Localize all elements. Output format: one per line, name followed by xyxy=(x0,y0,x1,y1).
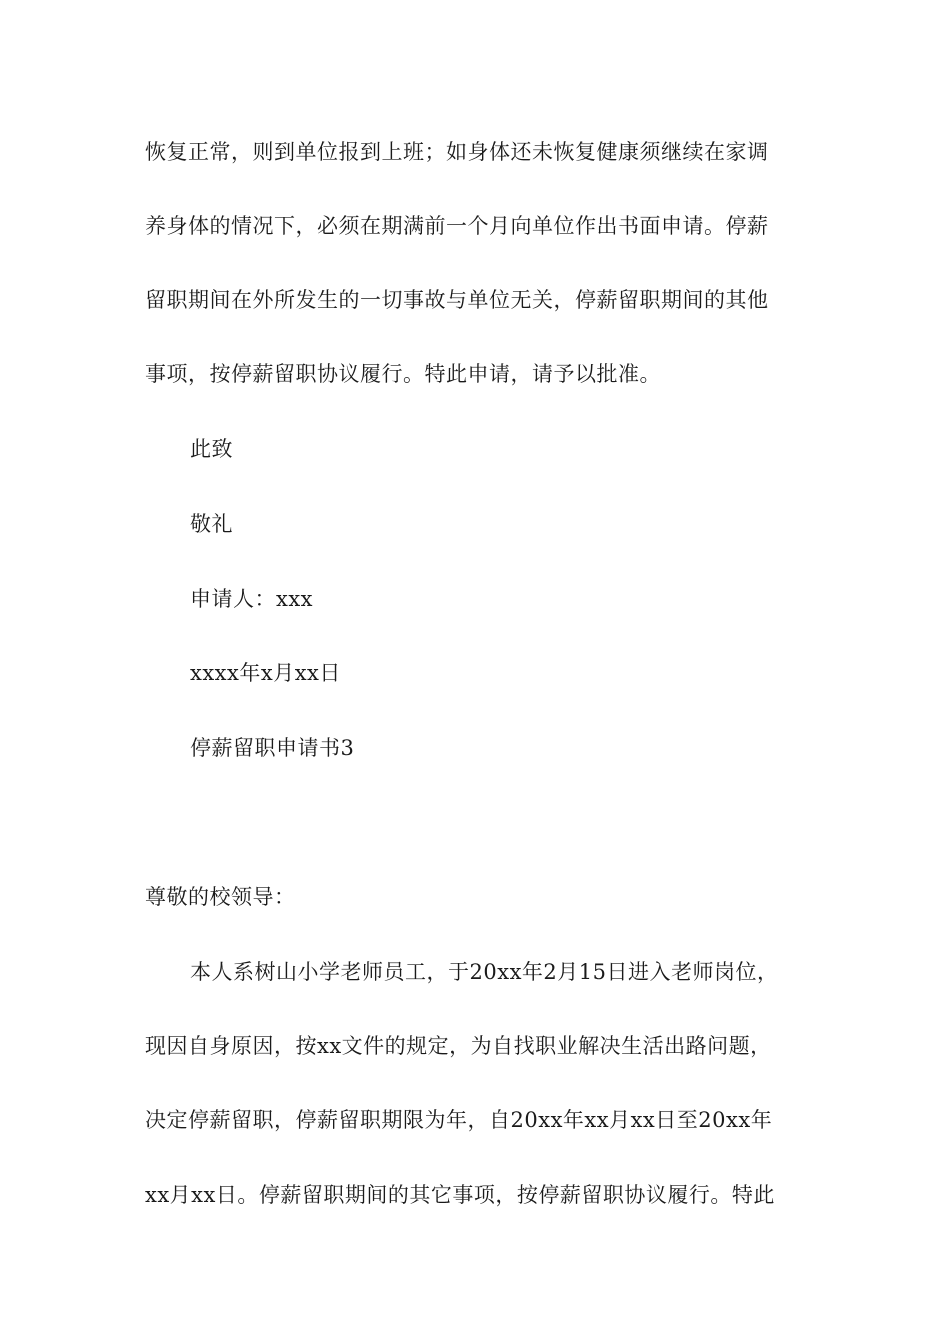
letter-greeting: 尊敬的校领导： xyxy=(145,885,296,909)
section-title: 停薪留职申请书3 xyxy=(190,736,355,760)
closing-respect: 敬礼 xyxy=(190,512,233,536)
paragraph-line: 恢复正常，则到单位报到上班；如身体还未恢复健康须继续在家调 xyxy=(145,140,769,164)
signature-date: xxxx年x月xx日 xyxy=(190,661,341,685)
paragraph-line: xx月xx日。停薪留职期间的其它事项，按停薪留职协议履行。特此 xyxy=(145,1183,775,1207)
paragraph-line: 本人系树山小学老师员工，于20xx年2月15日进入老师岗位， xyxy=(190,960,779,984)
paragraph-line: 养身体的情况下，必须在期满前一个月向单位作出书面申请。停薪 xyxy=(145,214,769,238)
closing-salutation: 此致 xyxy=(190,437,233,461)
paragraph-line: 决定停薪留职，停薪留职期限为年，自20xx年xx月xx日至20xx年 xyxy=(145,1108,773,1132)
applicant-signature: 申请人：xxx xyxy=(190,587,314,611)
paragraph-line: 留职期间在外所发生的一切事故与单位无关，停薪留职期间的其他 xyxy=(145,288,769,312)
paragraph-line: 事项，按停薪留职协议履行。特此申请，请予以批准。 xyxy=(145,362,661,386)
paragraph-line: 现因自身原因，按xx文件的规定，为自找职业解决生活出路问题， xyxy=(145,1034,772,1058)
